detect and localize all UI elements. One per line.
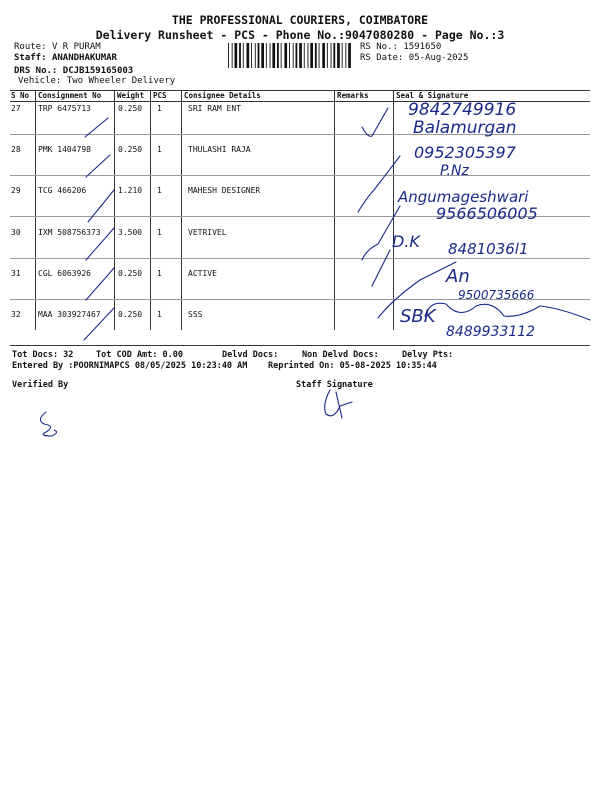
cell-weight: 3.500 bbox=[118, 228, 143, 237]
col-remarks: Remarks bbox=[337, 91, 369, 100]
cell-consignment: IXM 508756373 bbox=[38, 228, 101, 237]
cell-weight: 0.250 bbox=[118, 310, 143, 319]
remark-check bbox=[372, 250, 390, 286]
tick-mark bbox=[86, 228, 114, 260]
drs-label: DRS No.: bbox=[14, 66, 58, 76]
cell-pcs: 1 bbox=[157, 104, 162, 113]
handwritten-name: Balamurgan bbox=[413, 118, 517, 138]
staff-label: Staff: bbox=[14, 53, 47, 63]
staff-signature-label: Staff Signature bbox=[296, 380, 373, 390]
delvy-pts: Delvy Pts: bbox=[402, 350, 454, 360]
verified-by: Verified By bbox=[12, 380, 69, 390]
handwritten-phone: 0952305397 bbox=[414, 143, 516, 162]
tick-mark bbox=[86, 155, 110, 177]
cell-consignment: TRP 6475713 bbox=[38, 104, 91, 113]
runsheet-subtitle: Delivery Runsheet - PCS - Phone No.:9047080280 - Page No.:3 bbox=[95, 28, 505, 42]
tick-mark bbox=[88, 190, 114, 222]
cell-consignment: TCG 466206 bbox=[38, 186, 87, 195]
cell-pcs: 1 bbox=[157, 310, 162, 319]
cell-consignee: ACTIVE bbox=[188, 269, 217, 278]
handwritten-name: SBK bbox=[400, 306, 436, 327]
tick-mark bbox=[85, 118, 108, 137]
tot-docs: Tot Docs: 32 bbox=[12, 350, 74, 360]
col-seal-signature: Seal & Signature bbox=[396, 91, 469, 100]
staff-value: ANANDHAKUMAR bbox=[51, 53, 117, 63]
route-label: Route: bbox=[14, 42, 47, 52]
cell-pcs: 1 bbox=[157, 269, 162, 278]
handwritten-phone: 8481036l1 bbox=[448, 240, 529, 258]
cell-consignee: THULASHI RAJA bbox=[188, 145, 251, 154]
handwritten-name: P.Nz bbox=[440, 163, 469, 179]
cell-weight: 0.250 bbox=[118, 145, 143, 154]
cell-weight: 0.250 bbox=[118, 104, 143, 113]
remark-check bbox=[358, 156, 400, 212]
company-title: THE PROFESSIONAL COURIERS, COIMBATORE bbox=[171, 13, 429, 27]
delvd-docs: Delvd Docs: bbox=[222, 350, 279, 360]
verified-signature bbox=[40, 412, 56, 436]
handwritten-name: Angumageshwari bbox=[398, 188, 529, 206]
handwritten-phone: 8489933112 bbox=[446, 324, 536, 340]
non-delvd-docs: Non Delvd Docs: bbox=[302, 350, 379, 360]
cell-consignment: CGL 6063926 bbox=[38, 269, 91, 278]
cell-consignment: MAA 303927467 bbox=[38, 310, 101, 319]
cell-consignee: SSS bbox=[188, 310, 203, 319]
cell-sno: 28 bbox=[11, 145, 21, 154]
staff-signature-mark bbox=[336, 392, 342, 418]
cell-sno: 30 bbox=[11, 228, 21, 237]
cell-consignee: MAHESH DESIGNER bbox=[188, 186, 261, 195]
col-consignee: Consignee Details bbox=[184, 91, 261, 100]
tick-mark bbox=[84, 308, 114, 340]
handwritten-name: D.K bbox=[392, 232, 420, 251]
handwritten-phone: 9566506005 bbox=[436, 204, 538, 223]
handwritten-phone: 9500735666 bbox=[458, 288, 535, 302]
cell-consignment: PMK 1404798 bbox=[38, 145, 91, 154]
cell-pcs: 1 bbox=[157, 228, 162, 237]
cell-sno: 27 bbox=[11, 104, 21, 113]
route-value: V R PURAM bbox=[51, 42, 101, 52]
col-pcs: PCS bbox=[153, 91, 167, 100]
cell-consignee: SRI RAM ENT bbox=[188, 104, 241, 113]
tick-mark bbox=[86, 268, 114, 300]
rs-date-value: 05-Aug-2025 bbox=[408, 53, 469, 63]
signature-loop bbox=[425, 303, 590, 320]
remark-check bbox=[362, 108, 388, 136]
vehicle-value: Two Wheeler Delivery bbox=[66, 76, 176, 86]
col-sno: S No bbox=[11, 91, 30, 100]
cell-pcs: 1 bbox=[157, 186, 162, 195]
cell-sno: 29 bbox=[11, 186, 21, 195]
reprinted-on: Reprinted On: 05-08-2025 10:35:44 bbox=[268, 361, 437, 371]
handwritten-name: An bbox=[446, 266, 470, 287]
col-consignment: Consignment No bbox=[38, 91, 102, 100]
remark-check bbox=[378, 262, 456, 318]
rs-no-label: RS No.: bbox=[360, 42, 398, 52]
cell-consignee: VETRIVEL bbox=[188, 228, 227, 237]
cell-pcs: 1 bbox=[157, 145, 162, 154]
cell-weight: 0.250 bbox=[118, 269, 143, 278]
remark-check bbox=[362, 206, 400, 260]
drs-value: DCJB159165003 bbox=[62, 66, 134, 76]
entered-by: Entered By :POORNIMAPCS 08/05/2025 10:23:40 AM bbox=[12, 361, 248, 371]
cell-weight: 1.210 bbox=[118, 186, 143, 195]
rs-no-value: 1591650 bbox=[403, 42, 442, 52]
handwritten-phone: 9842749916 bbox=[408, 100, 517, 120]
col-weight: Weight bbox=[117, 91, 145, 100]
rs-date-label: RS Date: bbox=[360, 53, 404, 63]
tot-cod-amt: Tot COD Amt: 0.00 bbox=[96, 350, 183, 360]
cell-sno: 32 bbox=[11, 310, 21, 319]
cell-sno: 31 bbox=[11, 269, 21, 278]
vehicle-label: Vehicle: bbox=[18, 76, 62, 86]
